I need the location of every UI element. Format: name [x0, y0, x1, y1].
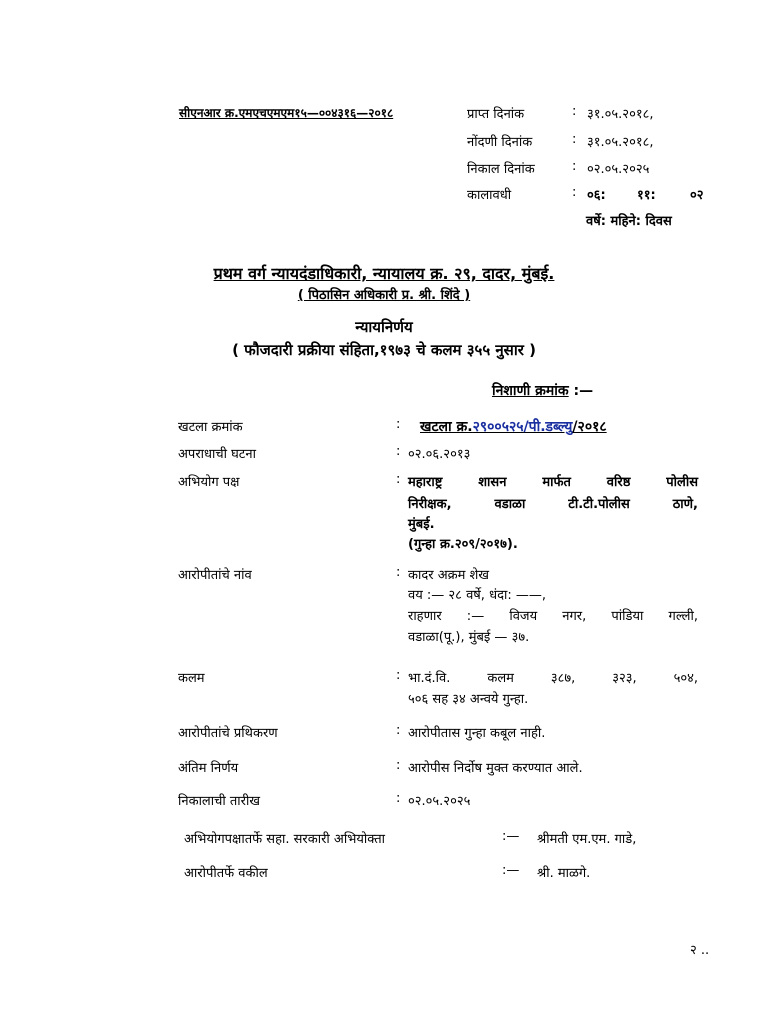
offence-date-label: अपराधाची घटना [178, 447, 256, 462]
duration-units: वर्षे: महिने: दिवस [586, 214, 672, 229]
colon: : [572, 132, 577, 147]
case-number-main: २९००५२५/पी.डब्ल्यु [472, 419, 573, 435]
colon: : [396, 472, 401, 487]
presiding-officer: ( पिठासिन अधिकारी प्र. श्री. शिंदे ) [297, 288, 471, 303]
sections-line-2: ५०६ सह ३४ अन्वये गुन्हा. [408, 692, 529, 707]
colon: : [396, 723, 401, 738]
accused-address-1: राहणार :— विजय नगर, पांडिया गल्ली, [408, 609, 698, 624]
sections-label: कलम [178, 671, 205, 686]
prosecutor-name: श्रीमती एम.एम. गाडे, [537, 832, 637, 847]
exhibit-number [492, 381, 593, 400]
judgment-subtitle: ( फौजदारी प्रक्रीया संहिता,१९७३ चे कलम ३५५ नुसार ) [232, 341, 536, 359]
exhibit-suffix: :— [568, 383, 594, 399]
case-number-value [420, 417, 607, 436]
case-number-suffix: /२०१८ [572, 419, 607, 435]
accused-age: वय :— २८ वर्षे, धंदा: ——, [408, 588, 546, 603]
registration-date-label: नोंदणी दिनांक [467, 135, 533, 150]
defence-label: आरोपीतर्फे वकील [184, 866, 268, 881]
colon: : [396, 444, 401, 459]
duration-label: कालावधी [467, 188, 512, 203]
registration-date-value: ३१.०५.२०१८, [587, 135, 654, 150]
colon: : [396, 565, 401, 580]
court-title: प्रथम वर्ग न्यायदंडाधिकारी, न्यायालय क्र. २९, दादर, मुंबई. [213, 264, 555, 283]
judgment-title: न्यायनिर्णय [355, 318, 413, 336]
duration-months: ११: [637, 188, 656, 203]
prosecution-line-3: मुंबई. [408, 517, 435, 532]
duration-years: ०६: [587, 188, 606, 203]
defence-name: श्री. माळगे. [537, 866, 591, 881]
colon: : [396, 417, 401, 432]
judgment-date-label: निकालाची तारीख [178, 794, 260, 809]
colon: : [572, 104, 577, 119]
received-date-label: प्राप्त दिनांक [467, 107, 525, 122]
colon: : [396, 668, 401, 683]
sections-line-1: भा.दं.वि. कलम ३८७, ३२३, ५०४, [408, 671, 698, 686]
final-decision-label: अंतिम निर्णय [178, 761, 239, 776]
plea-value: आरोपीतास गुन्हा कबूल नाही. [408, 726, 546, 741]
colon: : [396, 758, 401, 773]
offence-date-value: ०२.०६.२०१३ [408, 447, 471, 462]
exhibit-label: निशाणी क्रमांक [492, 383, 569, 399]
case-number-prefix: खटला क्र. [420, 419, 473, 435]
colon: : [572, 185, 577, 200]
decision-date-label: निकाल दिनांक [467, 162, 535, 177]
page-continuation-marker: २ .. [690, 943, 710, 958]
accused-address-2: वडाळा(पू.), मुंबई — ३७. [408, 630, 530, 645]
defence-separator: :— [502, 863, 520, 878]
accused-name: कादर अक्रम शेख [408, 568, 489, 583]
colon: : [572, 159, 577, 174]
cnr-number: सीएनआर क्र.एमएचएमएम१५—००४३१६—२०१८ [179, 106, 394, 120]
prosecutor-label: अभियोगपक्षातर्फे सहा. सरकारी अभियोक्ता [184, 832, 385, 847]
received-date-value: ३१.०५.२०१८, [587, 107, 654, 122]
colon: : [396, 791, 401, 806]
prosecution-line-2: निरीक्षक, वडाळा टी.टी.पोलीस ठाणे, [408, 497, 698, 512]
final-decision-value: आरोपीस निर्दोष मुक्त करण्यात आले. [408, 761, 583, 776]
prosecutor-separator: :— [502, 829, 520, 844]
accused-label: आरोपीतांचे नांव [178, 568, 252, 583]
decision-date-value: ०२.०५.२०२५ [587, 162, 650, 177]
prosecution-line-4: (गुन्हा क्र.२०९/२०१७). [408, 537, 518, 552]
case-number-label: खटला क्रमांक [178, 420, 243, 435]
prosecution-line-1: महाराष्ट्र शासन मार्फत वरिष्ठ पोलीस [408, 475, 698, 490]
prosecution-label: अभियोग पक्ष [178, 475, 240, 490]
judgment-date-value: ०२.०५.२०२५ [408, 794, 471, 809]
duration-days: ०२ [690, 188, 704, 203]
plea-label: आरोपीतांचे प्रथिकरण [178, 726, 278, 741]
